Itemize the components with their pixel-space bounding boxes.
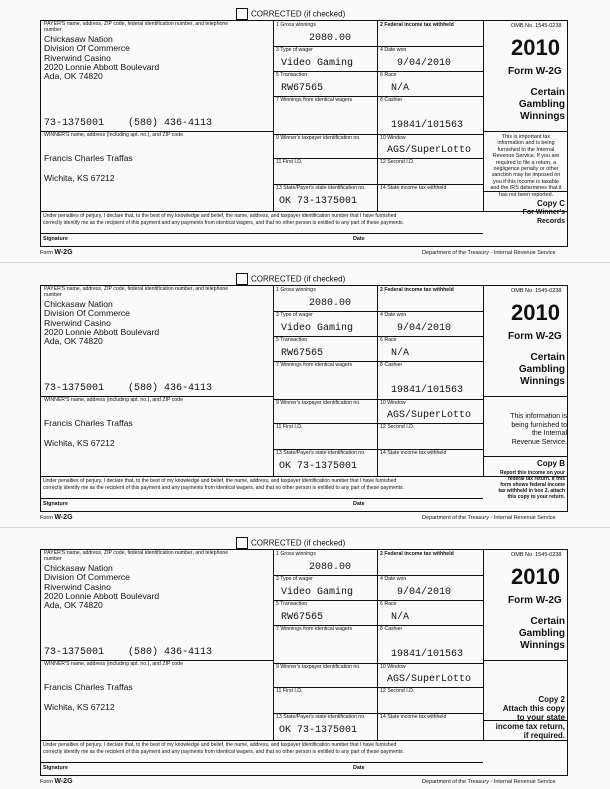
payer-label: PAYER'S name, address, ZIP code, federal identification number, and telephone number xyxy=(44,21,229,33)
payer-phone: (580) 436-4113 xyxy=(128,647,213,658)
payer-line: 2020 Lonnie Abbott Boulevard xyxy=(44,590,160,601)
box1-label: 1 Gross winnings xyxy=(276,22,316,28)
perjury-line: correctly identify me as the recipient of this payment and any payments from identical wagers, and that no other person is entitled to any part of these payments. xyxy=(43,220,404,226)
box10-window: AGS/SuperLotto xyxy=(387,145,472,156)
box12-label: 12 Second I.D. xyxy=(380,159,415,165)
irs-notice-line: you if this income is taxable xyxy=(493,178,559,185)
payer-name-address xyxy=(44,35,159,81)
copy-designation xyxy=(485,695,565,740)
payer-name-address xyxy=(44,300,159,346)
signature-label: Signature xyxy=(43,501,68,507)
irs-notice-line: Revenue Service. If you are xyxy=(492,153,560,160)
title-line: Certain xyxy=(530,352,565,363)
box14-label: 14 State income tax withheld xyxy=(380,450,447,456)
footer-form-name: W-2G xyxy=(54,514,73,521)
winner-label: WINNER'S name, address (including apt. no.), and ZIP code xyxy=(44,397,184,403)
box6-label: 6 Race xyxy=(380,337,397,343)
form-frame xyxy=(40,20,568,247)
box8-cashier: 19841/101563 xyxy=(391,385,464,396)
payer-name-address xyxy=(44,564,159,610)
title-line: Winnings xyxy=(520,640,565,651)
payer-line: Chickasaw Nation xyxy=(44,299,113,309)
divider xyxy=(483,396,568,397)
payer-line: Chickasaw Nation xyxy=(44,34,113,44)
copy-note-line: Report this income on your xyxy=(499,470,565,476)
box13-state-id: OK 73-1375001 xyxy=(279,725,358,736)
title-line: Winnings xyxy=(520,376,565,387)
box5-label: 5 Transaction xyxy=(276,601,308,607)
signature-label: Signature xyxy=(43,765,68,771)
copy-line: Copy C xyxy=(537,199,565,208)
date-label: Date xyxy=(353,501,365,507)
irs-notice-line: information and is being xyxy=(497,140,555,147)
payer-line: Division Of Commerce xyxy=(44,43,130,54)
payer-fed-id: 73-1375001 xyxy=(44,383,105,394)
perjury-line: Under penalties of perjury, I declare that, to the best of my knowledge and belief, the name, address, and taxpayer identification number that I have furnished xyxy=(43,478,397,484)
w2g-form-copy-2 xyxy=(0,273,610,525)
box6-race: N/A xyxy=(391,348,410,359)
box6-label: 6 Race xyxy=(380,601,397,607)
box3-label: 3 Type of wager xyxy=(276,47,313,53)
title-line: Gambling xyxy=(518,99,565,110)
divider xyxy=(483,456,568,457)
copy-line: Copy B xyxy=(537,459,565,468)
box1-label: 1 Gross winnings xyxy=(276,287,316,293)
w2g-form-copy-3 xyxy=(0,537,610,789)
corrected-checkbox[interactable] xyxy=(236,8,248,20)
box4-label: 4 Date won xyxy=(380,312,407,318)
box9-label: 9 Winner's taxpayer identification no. xyxy=(276,664,361,670)
w2g-form-copy-1 xyxy=(0,8,610,260)
box2-label: 2 Federal income tax withheld xyxy=(380,551,454,557)
payer-phone: (580) 436-4113 xyxy=(128,118,213,129)
payer-label: PAYER'S name, address, ZIP code, federal identification number, and telephone number xyxy=(44,550,229,562)
irs-notice-line: furnished to the Internal xyxy=(497,146,555,153)
payer-line: Chickasaw Nation xyxy=(44,563,113,573)
payer-line: Riverwind Casino xyxy=(44,581,111,592)
box8-cashier: 19841/101563 xyxy=(391,649,464,660)
divider xyxy=(377,21,378,211)
perjury-statement xyxy=(43,478,404,492)
copy-note-line: federal tax return. If this xyxy=(508,476,565,482)
form-footer-dept: Department of the Treasury - Internal Revenue Service xyxy=(422,250,556,256)
form-frame xyxy=(40,285,568,512)
box13-label: 13 State/Payer's state identification no. xyxy=(276,185,366,191)
box7-label: 7 Winnings from identical wagers xyxy=(276,626,353,632)
tax-year: 2010 xyxy=(511,300,560,325)
form-name: Form W-2G xyxy=(508,66,562,77)
payer-line: 2020 Lonnie Abbott Boulevard xyxy=(44,326,160,337)
footer-form: Form xyxy=(40,515,53,521)
box2-label: 2 Federal income tax withheld xyxy=(380,287,454,293)
form-frame xyxy=(40,549,568,776)
date-label: Date xyxy=(353,236,365,242)
divider xyxy=(273,687,483,688)
title-line: Certain xyxy=(530,616,565,627)
irs-notice-line: Revenue Service. xyxy=(511,438,567,446)
divider xyxy=(273,21,274,211)
copy-line: Records xyxy=(536,218,565,225)
box10-label: 10 Window xyxy=(380,135,406,141)
form-footer-left xyxy=(40,778,73,785)
copy-note xyxy=(485,470,565,500)
form-name: Form W-2G xyxy=(508,595,562,606)
copy-line: income tax return, xyxy=(495,722,565,731)
payer-line: Ada, OK 74820 xyxy=(44,336,103,347)
page-fold-line xyxy=(0,262,610,263)
copy-designation xyxy=(485,459,565,500)
divider xyxy=(273,286,274,476)
corrected-checkbox-row xyxy=(236,273,345,285)
winner-city: Wichita, KS 67212 xyxy=(44,438,115,448)
box5-label: 5 Transaction xyxy=(276,337,308,343)
perjury-line: correctly identify me as the recipient of this payment and any payments from identical wagers, and that no other person is entitled to any part of these payments. xyxy=(43,485,404,491)
divider xyxy=(483,286,484,476)
copy-note-line: form shows federal income xyxy=(500,482,565,488)
divider xyxy=(483,550,484,740)
irs-notice-line: negligence penalty or other xyxy=(493,166,559,173)
footer-form: Form xyxy=(40,779,53,785)
divider xyxy=(483,131,568,132)
box8-label: 8 Cashier xyxy=(380,97,403,103)
omb-number: OMB No. 1545-0238 xyxy=(511,552,562,558)
payer-line: Division Of Commerce xyxy=(44,572,130,583)
irs-notice-line: and the IRS determines that it xyxy=(490,185,562,192)
box14-label: 14 State income tax withheld xyxy=(380,714,447,720)
box1-label: 1 Gross winnings xyxy=(276,551,316,557)
box13-state-id: OK 73-1375001 xyxy=(279,461,358,472)
omb-number: OMB No. 1545-0238 xyxy=(511,23,562,29)
box8-label: 8 Cashier xyxy=(380,362,403,368)
form-footer-left xyxy=(40,249,73,256)
perjury-line: Under penalties of perjury, I declare that, to the best of my knowledge and belief, the name, address, and taxpayer identification number that I have furnished xyxy=(43,742,397,748)
box7-label: 7 Winnings from identical wagers xyxy=(276,362,353,368)
box6-race: N/A xyxy=(391,612,410,623)
corrected-checkbox-row xyxy=(236,537,345,549)
winner-city: Wichita, KS 67212 xyxy=(44,702,115,712)
irs-notice-line: required to file a return, a xyxy=(495,159,557,166)
box4-date-won: 9/04/2010 xyxy=(397,58,452,69)
payer-label: PAYER'S name, address, ZIP code, federal identification number, and telephone number xyxy=(44,286,229,298)
copy-designation xyxy=(485,199,565,226)
box5-transaction: RW67565 xyxy=(281,83,324,94)
form-title xyxy=(487,87,565,123)
divider xyxy=(483,660,568,661)
irs-notice-line: has not been reported. xyxy=(498,191,554,198)
divider xyxy=(41,233,483,234)
divider xyxy=(273,423,483,424)
winner-name: Francis Charles Traffas xyxy=(44,153,133,163)
box8-label: 8 Cashier xyxy=(380,626,403,632)
irs-notice-line: the Internal xyxy=(531,430,567,437)
tax-year: 2010 xyxy=(511,564,560,589)
corrected-checkbox[interactable] xyxy=(236,537,248,549)
divider xyxy=(273,550,274,740)
box10-label: 10 Window xyxy=(380,400,406,406)
box11-label: 11 First I.D. xyxy=(276,424,303,430)
box10-window: AGS/SuperLotto xyxy=(387,674,472,685)
divider xyxy=(41,762,483,763)
copy-note-line: this copy to your return. xyxy=(507,494,565,500)
footer-form-name: W-2G xyxy=(54,249,73,256)
payer-line: 2020 Lonnie Abbott Boulevard xyxy=(44,61,160,72)
title-line: Gambling xyxy=(518,628,565,639)
box13-label: 13 State/Payer's state identification no. xyxy=(276,450,366,456)
copy-line: Copy 2 xyxy=(538,695,565,704)
box3-type-of-wager: Video Gaming xyxy=(281,58,354,69)
box13-label: 13 State/Payer's state identification no. xyxy=(276,714,366,720)
divider xyxy=(377,550,378,740)
divider xyxy=(41,740,568,741)
corrected-label: CORRECTED (if checked) xyxy=(251,538,346,548)
title-line: Certain xyxy=(530,87,565,98)
corrected-label: CORRECTED (if checked) xyxy=(251,9,346,19)
box3-type-of-wager: Video Gaming xyxy=(281,587,354,598)
winner-label: WINNER'S name, address (including apt. no.), and ZIP code xyxy=(44,132,184,138)
box5-transaction: RW67565 xyxy=(281,612,324,623)
irs-notice-line: being furnished to xyxy=(511,421,567,429)
form-footer-left xyxy=(40,514,73,521)
box3-label: 3 Type of wager xyxy=(276,576,313,582)
box13-state-id: OK 73-1375001 xyxy=(279,196,358,207)
box11-label: 11 First I.D. xyxy=(276,688,303,694)
box10-window: AGS/SuperLotto xyxy=(387,410,472,421)
box5-transaction: RW67565 xyxy=(281,348,324,359)
form-title xyxy=(487,616,565,652)
box14-label: 14 State income tax withheld xyxy=(380,185,447,191)
winner-name: Francis Charles Traffas xyxy=(44,682,133,692)
perjury-statement xyxy=(43,742,404,756)
divider xyxy=(273,158,483,159)
tax-year: 2010 xyxy=(511,35,560,60)
box6-label: 6 Race xyxy=(380,72,397,78)
date-label: Date xyxy=(353,765,365,771)
copy-line: For Winner's xyxy=(522,209,565,216)
box12-label: 12 Second I.D. xyxy=(380,424,415,430)
signature-label: Signature xyxy=(43,236,68,242)
corrected-checkbox[interactable] xyxy=(236,273,248,285)
corrected-checkbox-row xyxy=(236,8,345,20)
box9-label: 9 Winner's taxpayer identification no. xyxy=(276,400,361,406)
form-name: Form W-2G xyxy=(508,331,562,342)
irs-notice-line: sanction may be imposed on xyxy=(491,172,561,179)
payer-fed-id: 73-1375001 xyxy=(44,647,105,658)
title-line: Gambling xyxy=(518,364,565,375)
box8-cashier: 19841/101563 xyxy=(391,120,464,131)
box4-date-won: 9/04/2010 xyxy=(397,323,452,334)
box12-label: 12 Second I.D. xyxy=(380,688,415,694)
box9-label: 9 Winner's taxpayer identification no. xyxy=(276,135,361,141)
copy-line: to your state xyxy=(516,713,565,722)
box6-race: N/A xyxy=(391,83,410,94)
box5-label: 5 Transaction xyxy=(276,72,308,78)
box1-gross-winnings: 2080.00 xyxy=(309,562,352,573)
irs-notice-line: This information is xyxy=(510,413,567,420)
irs-notice-line: This is important tax xyxy=(501,134,551,140)
box3-type-of-wager: Video Gaming xyxy=(281,323,354,334)
box4-label: 4 Date won xyxy=(380,576,407,582)
box11-label: 11 First I.D. xyxy=(276,159,303,165)
irs-notice xyxy=(485,413,567,447)
payer-line: Division Of Commerce xyxy=(44,308,130,319)
payer-line: Riverwind Casino xyxy=(44,317,111,328)
payer-fed-id: 73-1375001 xyxy=(44,118,105,129)
divider xyxy=(41,498,483,499)
footer-form: Form xyxy=(40,250,53,256)
box4-label: 4 Date won xyxy=(380,47,407,53)
box10-label: 10 Window xyxy=(380,664,406,670)
footer-form-name: W-2G xyxy=(54,778,73,785)
perjury-statement xyxy=(43,213,404,227)
box1-gross-winnings: 2080.00 xyxy=(309,298,352,309)
form-footer-dept: Department of the Treasury - Internal Revenue Service xyxy=(422,779,556,785)
box7-label: 7 Winnings from identical wagers xyxy=(276,97,353,103)
payer-phone: (580) 436-4113 xyxy=(128,383,213,394)
perjury-line: correctly identify me as the recipient of this payment and any payments from identical wagers, and that no other person is entitled to any part of these payments. xyxy=(43,749,404,755)
page-fold-line xyxy=(0,527,610,528)
copy-line: if required. xyxy=(523,731,565,740)
payer-line: Ada, OK 74820 xyxy=(44,71,103,82)
box4-date-won: 9/04/2010 xyxy=(397,587,452,598)
box2-label: 2 Federal income tax withheld xyxy=(380,22,454,28)
box1-gross-winnings: 2080.00 xyxy=(309,33,352,44)
winner-label: WINNER'S name, address (including apt. no.), and ZIP code xyxy=(44,661,184,667)
divider xyxy=(483,21,484,211)
title-line: Winnings xyxy=(520,111,565,122)
winner-city: Wichita, KS 67212 xyxy=(44,173,115,183)
irs-notice xyxy=(485,134,567,198)
payer-line: Riverwind Casino xyxy=(44,52,111,63)
omb-number: OMB No. 1545-0238 xyxy=(511,288,562,294)
form-title xyxy=(487,352,565,388)
box3-label: 3 Type of wager xyxy=(276,312,313,318)
corrected-label: CORRECTED (if checked) xyxy=(251,274,346,284)
perjury-line: Under penalties of perjury, I declare that, to the best of my knowledge and belief, the name, address, and taxpayer identification number that I have furnished xyxy=(43,213,397,219)
divider xyxy=(377,286,378,476)
copy-line: Attach this copy xyxy=(502,704,565,713)
payer-line: Ada, OK 74820 xyxy=(44,600,103,611)
copy-note-line: tax withheld in box 2, attach xyxy=(498,488,565,494)
winner-name: Francis Charles Traffas xyxy=(44,418,133,428)
form-footer-dept: Department of the Treasury - Internal Revenue Service xyxy=(422,515,556,521)
